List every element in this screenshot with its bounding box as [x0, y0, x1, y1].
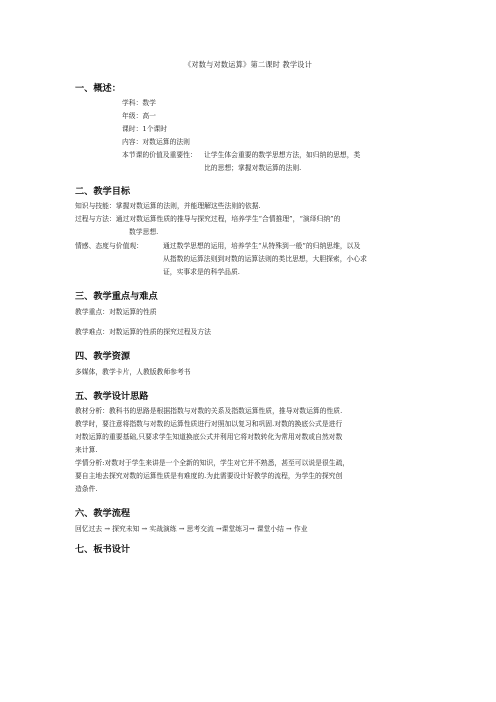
content-line: 内容：对数运算的法则 [122, 138, 190, 146]
learner-line-1: 学情分析:对数对于学生来讲是一个全新的知识，学生对它并不熟悉，甚至可以说是很生疏， [75, 459, 350, 467]
learner-line-2: 要自主地去探究对数的运算性质是有难度的.为此需要设计好教学的流程，为学生的探究创 [75, 472, 343, 480]
section-heading-goals: 二、教学目标 [75, 186, 131, 197]
goal-emotion-label: 情感、态度与价值观： [75, 242, 143, 250]
goal-emotion-line-1: 通过数学思想的运用，培养学生“从特殊到一般”的归纳思维，以及 [163, 242, 361, 250]
section-heading-flow: 六、教学流程 [75, 508, 131, 519]
goal-knowledge: 知识与技能：掌握对数运算的法则，并能理解这些法则的依据. [75, 202, 261, 210]
value-text-line-2: 比的思想；掌握对数运算的法则. [204, 164, 302, 172]
value-label: 本节课的价值及重要性： [122, 151, 197, 159]
analysis-line-4: 来计算. [75, 446, 98, 454]
goal-emotion-line-3: 证，实事求是的科学品质. [163, 268, 240, 276]
difficult-point-line: 教学难点：对数运算的性质的探究过程及方法 [75, 328, 211, 336]
analysis-line-1: 教材分析：教科书的思路是根据指数与对数的关系及指数运算性质，推导对数运算的性质. [75, 407, 343, 415]
grade-line: 年级：高一 [122, 112, 156, 120]
value-text-line-1: 让学生体会重要的数学思想方法，如归纳的思想，类 [204, 151, 361, 159]
key-point-line: 教学重点：对数运算的性质 [75, 308, 157, 316]
subject-line: 学科：数学 [122, 99, 156, 107]
hours-line: 课时：1个课时 [122, 125, 168, 133]
section-heading-resources: 四、教学资源 [75, 351, 131, 362]
goal-process-line-2: 数学思想. [129, 228, 159, 236]
analysis-line-2: 教学时，要注意将指数与对数的运算性质进行对照加以复习和巩固.对数的换底公式是进行 [75, 420, 343, 428]
section-heading-overview: 一、概述： [75, 83, 121, 94]
analysis-line-3: 对数运算的重要基础,只要求学生知道换底公式并利用它将对数转化为常用对数或自然对数 [75, 433, 343, 441]
learner-line-3: 造条件. [75, 485, 98, 493]
flow-line: 回忆过去 → 探究未知 → 实战演练 → 思考交流 →课堂练习→ 课堂小结 → 作业 [75, 525, 308, 533]
goal-emotion-line-2: 从指数的运算法则到对数的运算法则的类比思想，大胆探索，小心求 [163, 255, 367, 263]
section-heading-board: 七、板书设计 [75, 544, 131, 555]
document-title: 《对数与对数运算》第二课时 教学设计 [183, 60, 313, 69]
section-heading-design: 五、教学设计思路 [75, 391, 149, 402]
goal-process-line-1: 过程与方法：通过对数运算性质的推导与探究过程，培养学生“合情推理”，“演绎归纳”的 [75, 215, 341, 223]
section-heading-key-points: 三、教学重点与难点 [75, 291, 158, 302]
resources-line: 多媒体，教学卡片，人教版教师参考书 [75, 368, 191, 376]
